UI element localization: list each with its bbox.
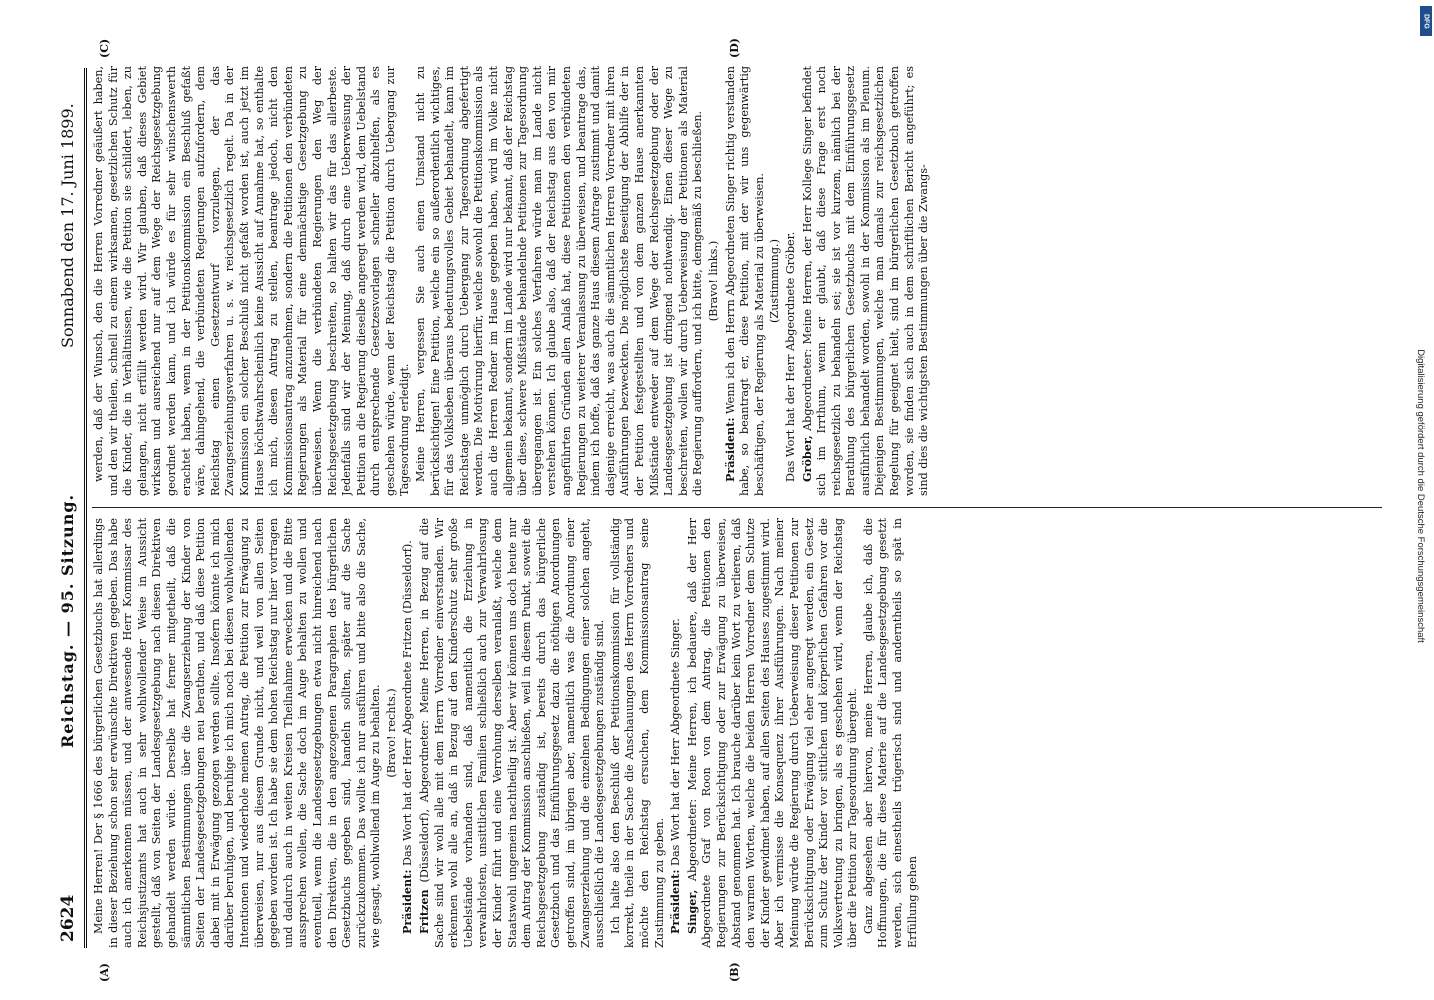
paragraph <box>400 518 416 948</box>
session-title: Reichstag. — 95. Sitzung. <box>58 493 77 748</box>
paragraph <box>92 66 413 496</box>
speaker-name: Fritzen <box>417 889 432 934</box>
speaker-name: Gröber, <box>799 435 814 482</box>
paragraph-text: Meine Herren! Der § 1666 des bürgerlichen Gesetzbuchs hat allerdings in dieser Beziehung schon sehr erwünschte Direktiven gegeben. Das habe auch ich anerkennen müssen, und der anwesende Herr Kommissar des Reichsjustizamts hat auch in sehr wohlwollender Weise in Aussicht gestellt, daß von Seiten der Landesgesetzgebung nach diesen Direktiven gehandelt werden würde. Derselbe hat ferner mitgetheilt, daß die sämmtlichen Bestimmungen über die Zwangserziehung der Kinder von Seiten der Landesgesetzgebungen neu berathen, und daß diese Petition dabei mit in Erwägung gezogen werden sollte. Insofern könnte ich mich darüber beruhigen, und beruhige ich mich noch bei diesen wohlwollenden Intentionen und wiederhole meinen Antrag, die Petition zur Erwägung zu überweisen, nur aus diesem Grunde nicht, und weil von allen Seiten gegeben worden ist. Ich habe sie dem hohen Reichstag nur hier vortragen und dadurch auch in weiten Kreisen Theilnahme erwecken und die Bitte aussprechen wollen, die Sache doch im Auge behalten zu wollen und eventuell, wenn die Landesgesetzgebungen etwa nicht hinreichend nach den Direktiven, die in den angezogenen Paragraphen des bürgerlichen Gesetzbuchs gegeben sind, handeln sollten, später auf die Sache zurückzukommen. Das wollte ich nur ausführen und bitte also die Sache, wie gesagt, wohlwollend im Auge zu behalten. <box>92 518 383 948</box>
column-divider <box>92 507 1382 508</box>
paragraph <box>609 518 667 948</box>
margin-marker-b: (B) <box>728 962 741 982</box>
paragraph <box>707 66 722 496</box>
session-date: Sonnabend den 17. Juni 1899. <box>58 103 77 348</box>
paragraph <box>784 66 799 496</box>
margin-marker-d: (D) <box>728 38 741 58</box>
paragraph-text: (Bravo! links.) <box>706 240 720 322</box>
paragraph-text: Das Wort hat der Herr Abgeordnete Gröber. <box>783 231 797 482</box>
paragraph-text: (Düsseldorf), Abgeordneter: Meine Herren, in Bezug auf die Sache sind wir wohl alle mit dem Herrn Vorredner einverstanden. Wir erkennen wohl alle an, daß in Bezug auf den Kinderschutz sehr große Uebelstände vorhanden sind, daß namentlich die Erziehung in verwahrlosten, unsittlichen Familien schließlich auch zur Verwahrlosung der Kinder führt und eine Verrohung derselben veranlaßt, welche dem Staatswohl ungemein nachtheilig ist. Aber wir können uns doch heute nur dem Antrag der Kommission anschließen, weil in diesem Punkt, soweit die Reichsgesetzgebung zuständig ist, bereits durch das bürgerliche Gesetzbuch und das Einführungsgesetz dazu die nöthigen Anordnungen getroffen sind, im übrigen aber, namentlich was die Anordnung einer Zwangserziehung und die einzelnen Bedingungen einer solchen angeht, ausschließlich die Landesgesetzgebungen zuständig sind. <box>418 518 607 948</box>
paragraph-text: Abgeordneter: Meine Herren, der Herr Kollege Singer befindet sich im Irrthum, wenn er glaubt, daß diese Frage erst noch reichsgesetzlich zu behandeln sei; sie ist vor kurzem, nämlich bei der Berathung des bürgerlichen Gesetzbuchs mit dem Einführungsgesetz ausführlich behandelt worden, sowohl in der Kommission als im Plenum. Diejenigen Bestimmungen, welche man damals zur reichsgesetzlichen Regelung für geeignet hielt, sind im bürgerlichen Gesetzbuch getroffen worden, sie finden sich auch in dem schriftlichen Bericht angeführt; es sind dies die wichtigsten Bestimmungen über die Zwangs- <box>800 66 931 496</box>
speaker-name: Präsident: <box>668 869 683 934</box>
paragraph <box>723 66 768 496</box>
left-column <box>92 518 1382 948</box>
paragraph-text: Ganz abgesehen aber hiervon, meine Herren, glaube ich, daß die Hoffnungen, die für diese Materie auf die Landesgesetzgebung gesetzt werden, sich einestheils trügerisch sind und anderntheils so spät in Erfüllung gehen <box>861 518 919 948</box>
paragraph <box>668 518 684 948</box>
paragraph-text: (Bravo! rechts.) <box>384 688 398 778</box>
funding-note: Digitalisierung gefördert durch die Deutsche Forschungsgemeinschaft <box>1415 349 1426 643</box>
dfg-logo: DFG <box>1420 6 1432 36</box>
speaker-name: Präsident: <box>400 869 415 934</box>
paragraph <box>385 518 400 948</box>
paragraph-text: Wenn ich den Herrn Abgeordneten Singer richtig verstanden habe, so beantragt er, diese Petition, mit der wir uns gegenwärtig beschäftigen, der Regierung als Material zu überweisen. <box>723 66 766 496</box>
paragraph <box>414 66 706 496</box>
paragraph-text: werden, daß der Wunsch, den die Herren Vorredner geäußert haben, und den wir theilen, schnell zu einem wirksamen, gesetzlichen Schutz für die Kinder, die in Verhältnissen, wie die Petition sie schildert, leben, zu gelangen, nicht erfüllt werden wird. Wir glauben, daß dieses Gebiet wirksam und ausreichend nur auf dem Wege der Reichsgesetzgebung geordnet werden kann, und ich würde es für sehr wünschenswerth erachtet haben, wenn in der Petitionskommission ein Beschluß gefaßt wäre, dahingehend, die verbündeten Regierungen aufzufordern, dem Reichstag einen Gesetzentwurf vorzulegen, der das Zwangserziehungsverfahren u. s. w. reichsgesetzlich regelt. Da in der Kommission ein solcher Beschluß nicht gefaßt worden ist, auch jetzt im Hause höchstwahrscheinlich keine Aussicht auf Annahme hat, so enthalte ich mich, diesen Antrag zu stellen, beantrage jedoch, nicht den Kommissionsantrag anzunehmen, sondern die Petitionen den verbündeten Regierungen als Material für eine demnächstige Gesetzgebung zu überweisen. Wenn die verbündeten Regierungen den Weg der Reichsgesetzgebung beschreiten, so halten wir das für das allerbeste. Jedenfalls sind wir der Meinung, daß durch eine Ueberweisung der Petition an die Regierung dieselbe angeregt werden wird, dem Uebelstand durch entsprechende Gesetzesvorlagen schneller abzuhelfen, als es geschehen würde, wenn der Reichstag die Petition durch Uebergang zur Tagesordnung erledigt. <box>92 66 412 496</box>
paragraph <box>685 518 861 948</box>
paragraph-text: (Zustimmung.) <box>768 239 782 323</box>
paragraph-text: Ich halte also den Beschluß der Petitionskommission für vollständig korrekt, theile in der Sache die Anschauungen des Herrn Vorredners und möchte den Reichstag ersuchen, dem Kommissionsantrag seine Zustimmung zu geben. <box>608 518 666 948</box>
paragraph <box>862 518 920 948</box>
page-number: 2624 <box>58 894 78 942</box>
margin-marker-a: (A) <box>98 963 111 982</box>
speaker-name: Präsident: <box>722 417 737 482</box>
paragraph-text: Das Wort hat der Herr Abgeordnete Fritzen (Düsseldorf). <box>401 540 415 866</box>
paragraph <box>92 518 384 948</box>
paragraph <box>800 66 932 496</box>
speaker-name: Singer, <box>684 889 699 934</box>
paragraph-text: Das Wort hat der Herr Abgeordnete Singer. <box>669 618 683 866</box>
margin-marker-c: (C) <box>98 38 111 58</box>
page-content <box>28 38 1388 982</box>
paragraph-text: Meine Herren, vergessen Sie auch einen Umstand nicht zu berücksichtigen! Eine Petition, welche ein so außerordentlich wichtiges, für das Volksleben überaus bedeutungsvolles Gebiet behandelt, kann im Reichstage unmöglich durch Uebergang zur Tagesordnung abgefertigt werden. Die Motivirung hierfür, welche sowohl die Petitionskommission als auch die Herren Redner im Hause gegeben haben, wird im Volke nicht allgemein bekannt, sondern im Lande wird nur bekannt, daß der Reichstag über diese, schwere Mißstände behandelnde Petitionen zur Tagesordnung übergegangen ist. Ein solches Verfahren würde man im Lande nicht verstehen können. Ich glaube also, daß der Reichstag aus den von mir angeführten Gründen allen Anlaß hat, diese Petitionen den verbündeten Regierungen zu weiterer Veranlassung zu überweisen, und beantrage das, indem ich hoffe, daß das ganze Haus diesem Antrage zustimmt und damit dasjenige erreicht, was auch die sämmtlichen Herren Vorredner mit ihren Ausführungen bezweckten. Die möglichste Beseitigung der Abhilfe der in der Petition festgestellten und von dem ganzen Hause anerkannten Mißstände entweder auf dem Wege der Reichsgesetzgebung oder der Landesgesetzgebung ist dringend nothwendig. Einen dieser Wege zu beschreiten, wollen wir durch Ueberweisung der Petitionen als Material die Regierung auffordern, und ich bitte, demgemäß zu beschließen. <box>414 66 705 496</box>
paragraph-text: Abgeordneter: Meine Herren, ich bedauere, daß der Herr Abgeordnete Graf von Roon von dem Antrag, die Petitionen den Regierungen zur Berücksichtigung oder zur Erwägung zu überweisen, Abstand genommen hat. Ich brauche darüber kein Wort zu verlieren, daß den warmen Worten, welche die beiden Herren Vorredner dem Schutze der Kinder gewidmet haben, auf allen Seiten des Hauses zugestimmt wird. Aber ich vermisse die Konsequenz ihrer Ausführungen. Nach meiner Meinung würde die Regierung durch Ueberweisung dieser Petitionen zur Berücksichtigung oder Erwägung viel eher angeregt werden, ein Gesetz zum Schutz der Kinder vor sittlichen und körperlichen Gefahren vor die Volksvertretung zu bringen, als es geschehen wird, wenn der Reichstag über die Petition zur Tagesordnung übergeht. <box>685 518 860 948</box>
paragraph <box>768 66 783 496</box>
right-column <box>92 66 1382 496</box>
side-note <box>1412 6 1428 986</box>
paragraph <box>417 518 608 948</box>
page-header <box>50 68 87 948</box>
